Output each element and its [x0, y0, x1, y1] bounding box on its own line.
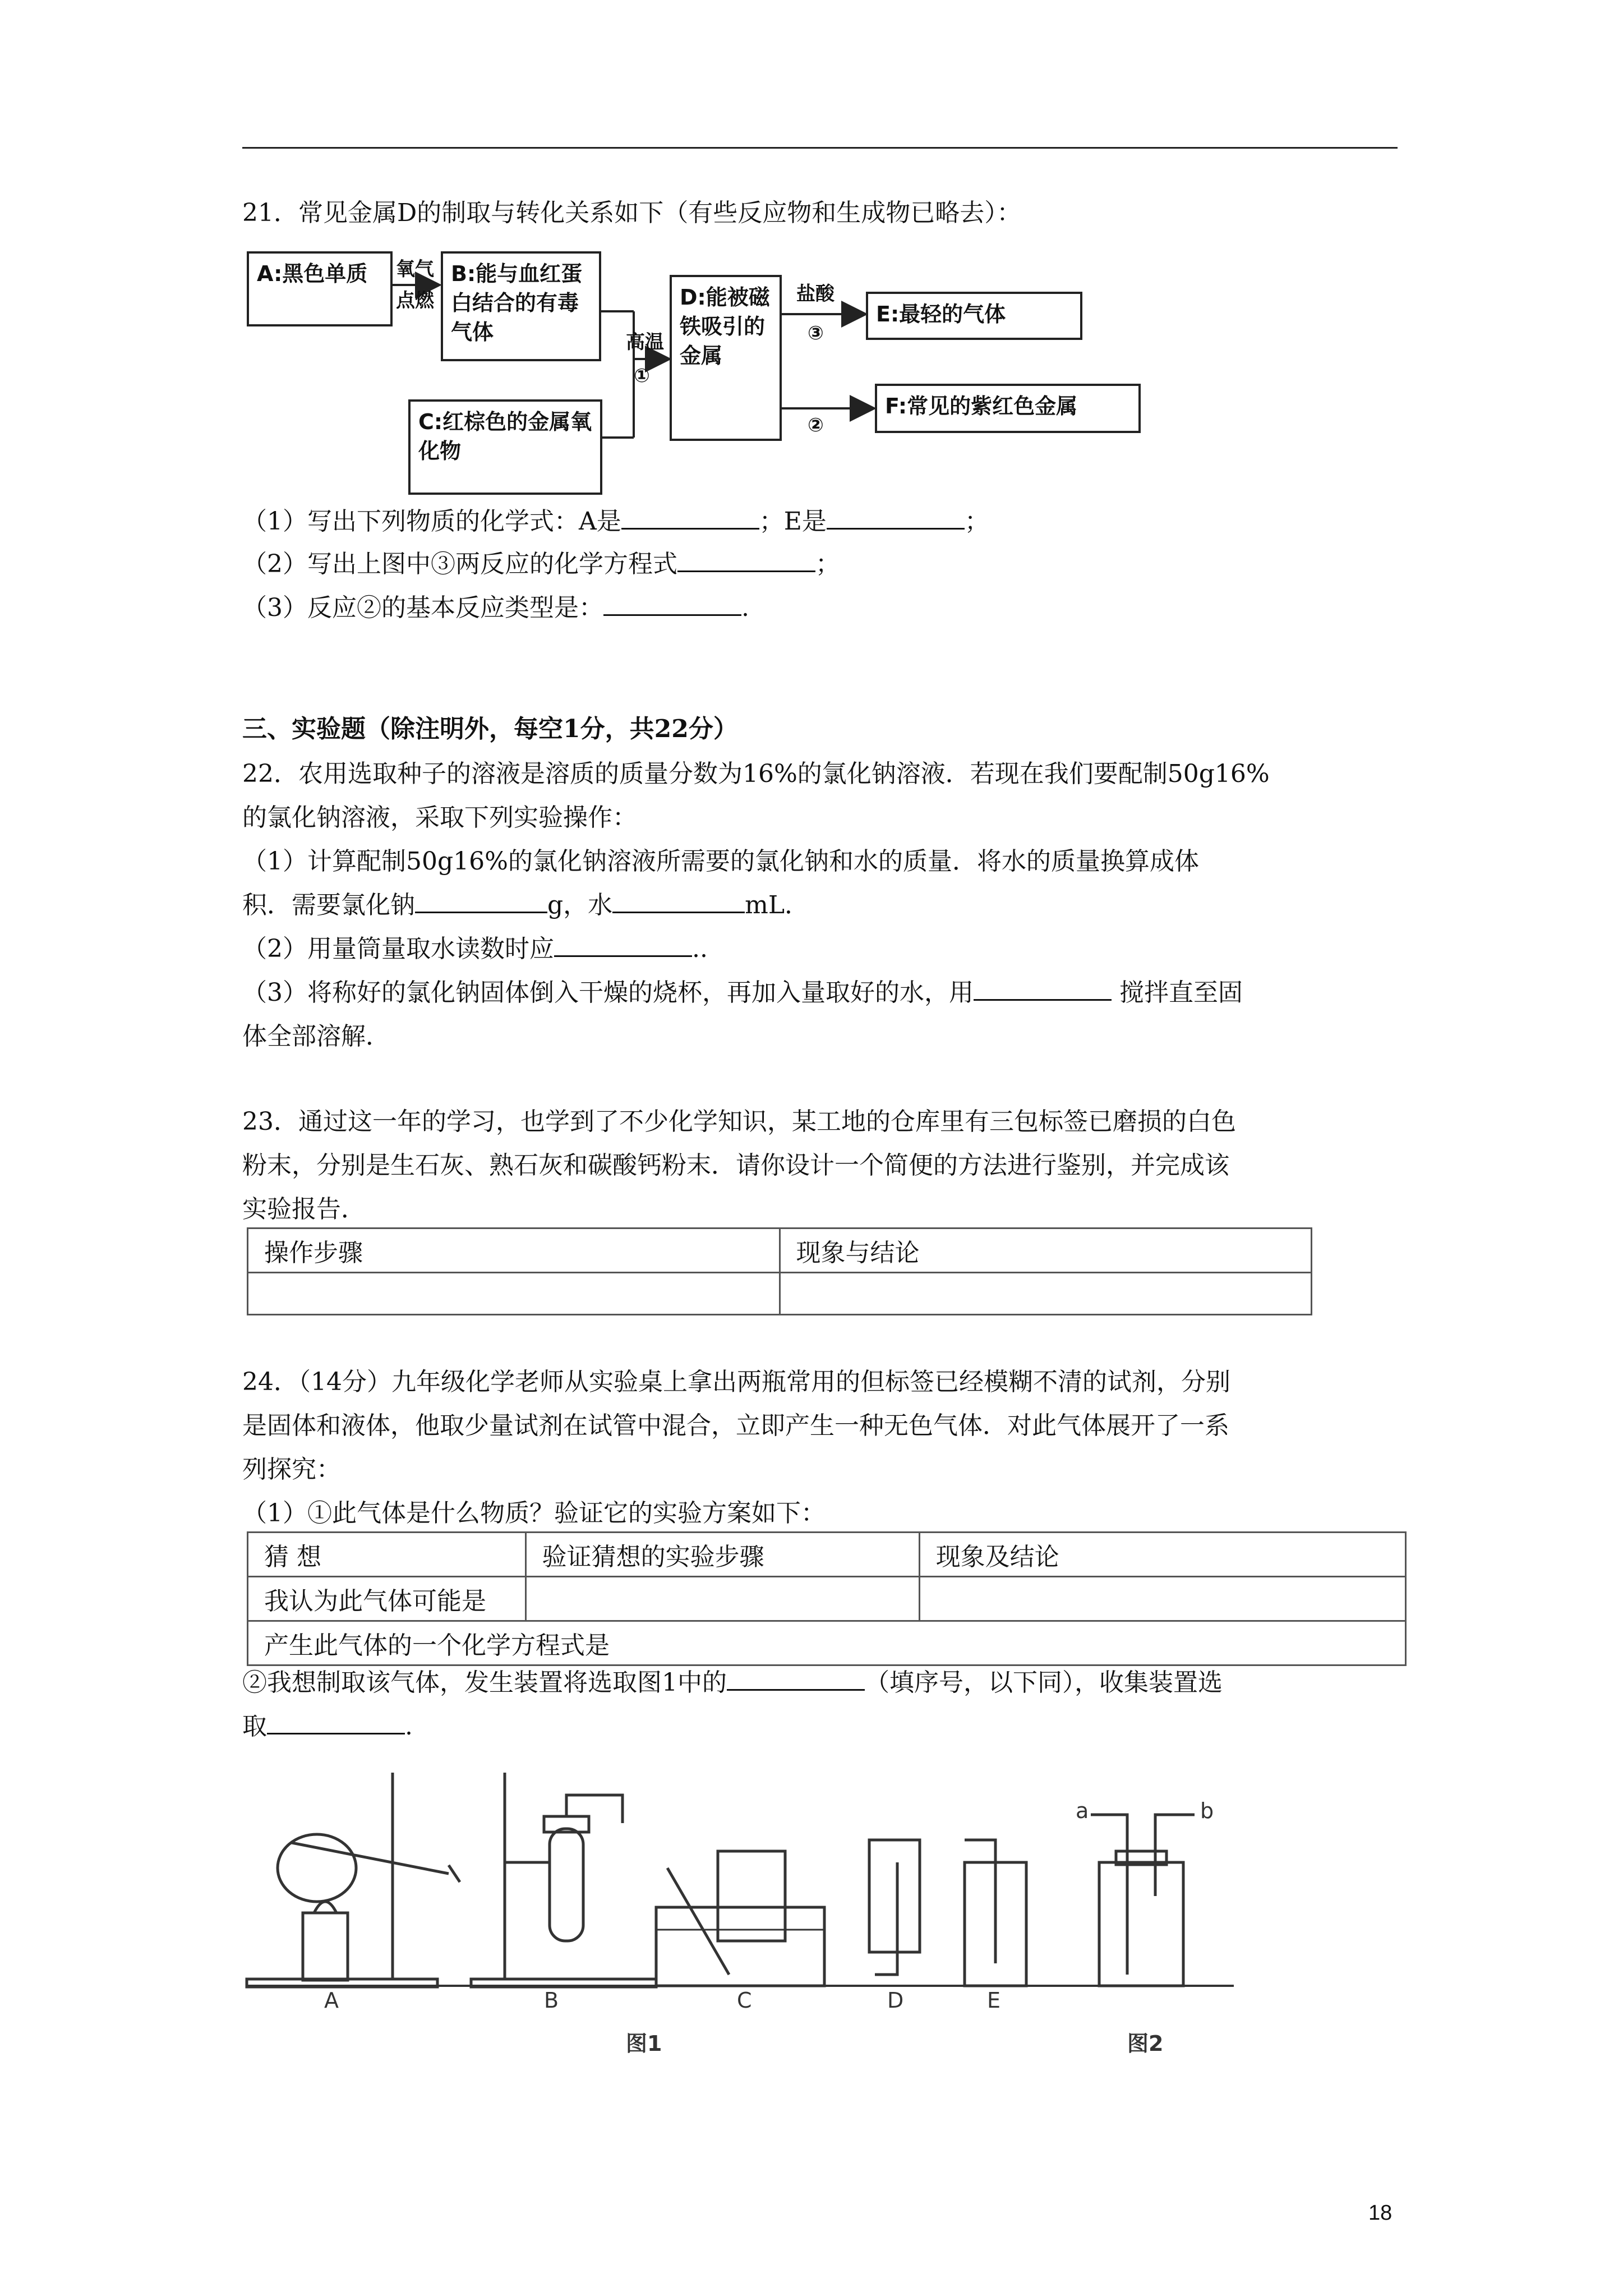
label-ignite: 点燃	[396, 289, 434, 312]
table-header-steps: 操作步骤	[248, 1228, 780, 1273]
fig-label-e: E	[987, 1988, 1001, 2013]
answer-cell-verify[interactable]	[525, 1577, 919, 1621]
fig-label-a: A	[324, 1988, 339, 2013]
q22-line6: （3）将称好的氯化钠固体倒入干燥的烧杯，再加入量取好的水，用 搅拌直至固	[242, 976, 1243, 1010]
table-row	[248, 1533, 1406, 1577]
table-header-result: 现象与结论	[780, 1228, 1312, 1273]
q22-line7: 体全部溶解．	[242, 1022, 390, 1051]
q21-title: 21．常见金属D的制取与转化关系如下（有些反应物和生成物已略去）：	[242, 199, 1022, 227]
q21-part1: （1）写出下列物质的化学式：A是 ；E是 ；	[242, 505, 989, 539]
section-heading: 三、实验题（除注明外，每空1分，共22分）	[242, 715, 738, 743]
box-a: A:黑色单质	[247, 251, 393, 326]
label-hcl: 盐酸	[796, 283, 834, 305]
label-reaction-2: ②	[808, 414, 824, 436]
equation-cell[interactable]: 产生此气体的一个化学方程式是	[248, 1621, 1406, 1665]
apparatus-figure	[0, 1750, 1623, 2042]
q22-line5: （2）用量筒量取水读数时应 ..	[242, 932, 708, 966]
apparatus-d	[869, 1840, 920, 1975]
q24-line1: 24．（14分）九年级化学老师从实验桌上拿出两瓶常用的但标签已经模糊不清的试剂，分别	[242, 1368, 1230, 1396]
table-header-conclusion: 现象及结论	[919, 1533, 1405, 1577]
q24-table	[247, 1531, 1407, 1666]
q22-line3: （1）计算配制50g16%的氯化钠溶液所需要的氯化钠和水的质量．将水的质量换算成体	[242, 847, 1199, 876]
q23-line1: 23．通过这一年的学习，也学到了不少化学知识，某工地的仓库里有三包标签已磨损的白色	[242, 1107, 1236, 1136]
table-header-verify: 验证猜想的实验步骤	[525, 1533, 919, 1577]
q24-line3: 列探究：	[242, 1455, 341, 1484]
answer-cell-conclusion[interactable]	[919, 1577, 1405, 1621]
fig-label-port-a: a	[1076, 1798, 1089, 1823]
table-row	[248, 1621, 1406, 1665]
figure-1-caption: 图1	[626, 2031, 662, 2056]
figure-2-caption: 图2	[1127, 2031, 1164, 2056]
answer-blank-equation[interactable]	[677, 548, 815, 572]
q22-line1: 22．农用选取种子的溶液是溶质的质量分数为16%的氯化钠溶液．若现在我们要配制50g16%	[242, 760, 1270, 788]
answer-blank-reading[interactable]	[554, 933, 692, 957]
q21-part3: （3）反应②的基本反应类型是： .	[242, 591, 749, 625]
q24-line6: 取 .	[242, 1710, 413, 1743]
fig-label-d: D	[887, 1988, 904, 2013]
apparatus-e	[965, 1840, 1026, 1986]
table-row	[248, 1577, 1406, 1621]
guess-cell[interactable]: 我认为此气体可能是	[248, 1577, 526, 1621]
q23-line3: 实验报告．	[242, 1195, 366, 1223]
label-reaction-1: ①	[634, 365, 650, 387]
box-f: F:常见的紫红色金属	[875, 384, 1141, 433]
q22-line4: 积．需要氯化钠 g，水 mL．	[242, 889, 809, 922]
label-reaction-3: ③	[808, 322, 824, 344]
answer-blank-collector[interactable]	[267, 1710, 405, 1734]
page-number: 18	[1368, 2201, 1393, 2225]
answer-blank-type[interactable]	[603, 592, 741, 616]
apparatus-fig2	[1091, 1815, 1195, 1986]
answer-cell-steps[interactable]	[248, 1273, 780, 1315]
answer-blank-nacl[interactable]	[415, 889, 547, 913]
q24-line4: （1）①此气体是什么物质？验证它的实验方案如下：	[242, 1499, 826, 1527]
q24-line5: ②我想制取该气体，发生装置将选取图1中的 （填序号，以下同），收集装置选	[242, 1666, 1223, 1700]
box-b: B:能与血红蛋白结合的有毒气体	[441, 251, 601, 361]
apparatus-c	[656, 1851, 824, 1986]
q23-line2: 粉末，分别是生石灰、熟石灰和碳酸钙粉末．请你设计一个简便的方法进行鉴别，并完成该	[242, 1151, 1229, 1180]
fig-label-c: C	[737, 1988, 752, 2013]
table-row	[248, 1273, 1312, 1315]
answer-blank-water[interactable]	[612, 889, 745, 913]
apparatus-a	[247, 1773, 460, 1987]
answer-blank-a[interactable]	[621, 505, 759, 530]
box-c: C:红棕色的金属氧化物	[408, 399, 602, 495]
apparatus-b	[471, 1773, 656, 1987]
box-d: D:能被磁铁吸引的金属	[670, 275, 782, 441]
answer-blank-e[interactable]	[827, 505, 965, 530]
table-row	[248, 1228, 1312, 1273]
q22-line2: 的氯化钠溶液，采取下列实验操作：	[242, 803, 637, 832]
fig-label-port-b: b	[1200, 1798, 1214, 1823]
q21-part2: （2）写出上图中③两反应的化学方程式 ；	[242, 547, 840, 581]
table-header-guess: 猜 想	[248, 1533, 526, 1577]
answer-blank-stir[interactable]	[974, 977, 1112, 1001]
answer-blank-generator[interactable]	[727, 1667, 865, 1691]
label-oxygen: 氧气	[396, 258, 434, 280]
answer-cell-result[interactable]	[780, 1273, 1312, 1315]
box-e: E:最轻的气体	[866, 292, 1082, 340]
fig-label-b: B	[544, 1988, 559, 2013]
q24-line2: 是固体和液体，他取少量试剂在试管中混合，立即产生一种无色气体．对此气体展开了一系	[242, 1411, 1229, 1440]
label-hightemp: 高温	[626, 331, 664, 353]
q23-table	[247, 1227, 1312, 1315]
